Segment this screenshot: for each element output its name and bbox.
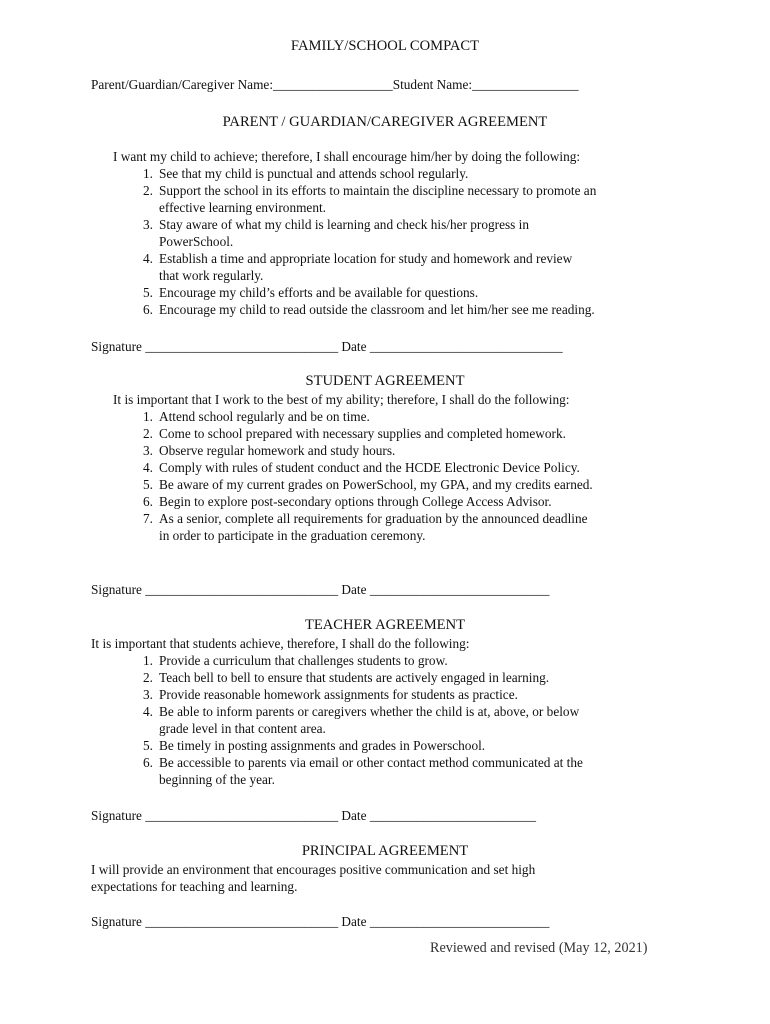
list-item-text: Provide reasonable homework assignments for students as practice. [159,687,518,702]
list-item-number: 4. [143,704,153,719]
list-item-continuation [135,233,596,250]
list-item-number: 5. [143,738,153,753]
list-item-text: Provide a curriculum that challenges students to grow. [159,653,448,668]
parent-agreement-heading: PARENT / GUARDIAN/CAREGIVER AGREEMENT [222,114,548,130]
list-item-text: Teach bell to bell to ensure that students are actively engaged in learning. [159,670,550,685]
list-item-number: 3. [143,687,153,702]
principal-intro-line-1: I will provide an environment that encourages positive communication and set high [91,862,536,877]
parent-intro: I want my child to achieve; therefore, I shall encourage him/her by doing the following: [113,149,581,164]
list-item [135,459,593,476]
list-item-text: Be able to inform parents or caregivers whether the child is at, above, or below [159,704,580,719]
list-item-text: in order to participate in the graduation ceremony. [159,528,426,543]
list-item-number: 5. [143,477,153,492]
list-item-text: Encourage my child’s efforts and be available for questions. [159,285,479,300]
principal-intro-line-2: expectations for teaching and learning. [91,879,298,894]
list-item-number: 1. [143,166,153,181]
list-item-text: beginning of the year. [159,772,275,787]
list-item-text: Encourage my child to read outside the classroom and let him/her see me reading. [159,302,595,317]
list-item-number: 4. [143,251,153,266]
list-item [135,425,593,442]
list-item [135,442,593,459]
list-item-text: Be accessible to parents via email or other contact method communicated at the [159,755,583,770]
parent-signature-line: Signature _____________________________ Date _____________________________ [91,339,563,354]
parent-list [135,165,596,318]
student-intro: It is important that I work to the best of my ability; therefore, I shall do the following: [113,392,570,407]
list-item [135,250,596,267]
list-item-number: 5. [143,285,153,300]
list-item-number: 6. [143,755,153,770]
student-list [135,408,593,544]
list-item-number: 4. [143,460,153,475]
list-item-text: Be aware of my current grades on PowerSchool, my GPA, and my credits earned. [159,477,593,492]
list-item-text: See that my child is punctual and attends school regularly. [159,166,469,181]
list-item-number: 3. [143,217,153,232]
list-item-text: Establish a time and appropriate location for study and homework and review [159,251,573,266]
list-item-continuation [135,267,596,284]
list-item [135,216,596,233]
list-item [135,408,593,425]
list-item [135,165,596,182]
list-item-number: 6. [143,494,153,509]
list-item-continuation [135,771,583,788]
list-item-continuation [135,720,583,737]
list-item-number: 6. [143,302,153,317]
list-item [135,737,583,754]
list-item [135,686,583,703]
list-item-number: 1. [143,653,153,668]
list-item-text: Observe regular homework and study hours. [159,443,396,458]
list-item [135,493,593,510]
list-item-text: PowerSchool. [159,234,234,249]
principal-agreement-heading: PRINCIPAL AGREEMENT [301,843,469,859]
list-item-number: 7. [143,511,153,526]
list-item-text: As a senior, complete all requirements for graduation by the announced deadline [159,511,588,526]
list-item [135,476,593,493]
list-item-number: 1. [143,409,153,424]
list-item-text: Be timely in posting assignments and grades in Powerschool. [159,738,486,753]
list-item [135,669,583,686]
list-item-text: Come to school prepared with necessary supplies and completed homework. [159,426,566,441]
list-item-text: that work regularly. [159,268,264,283]
principal-signature-line: Signature _____________________________ Date ___________________________ [91,914,550,929]
list-item-continuation [135,527,593,544]
document-title: FAMILY/SCHOOL COMPACT [290,38,480,54]
list-item [135,182,596,199]
list-item [135,703,583,720]
list-item [135,510,593,527]
list-item-number: 3. [143,443,153,458]
list-item-continuation [135,199,596,216]
list-item-text: Begin to explore post-secondary options through College Access Advisor. [159,494,552,509]
list-item-text: Attend school regularly and be on time. [159,409,370,424]
teacher-intro: It is important that students achieve, therefore, I shall do the following: [91,636,470,651]
teacher-signature-line: Signature _____________________________ Date _________________________ [91,808,537,823]
list-item [135,284,596,301]
list-item-text: Comply with rules of student conduct and the HCDE Electronic Device Policy. [159,460,580,475]
list-item-number: 2. [143,426,153,441]
list-item-number: 2. [143,183,153,198]
list-item [135,301,596,318]
list-item-text: effective learning environment. [159,200,327,215]
list-item [135,754,583,771]
list-item-number: 2. [143,670,153,685]
revision-note: Reviewed and revised (May 12, 2021) [430,940,648,956]
teacher-list [135,652,583,788]
list-item-text: Support the school in its efforts to maintain the discipline necessary to promote an [159,183,597,198]
list-item [135,652,583,669]
teacher-agreement-heading: TEACHER AGREEMENT [304,617,466,633]
student-signature-line: Signature _____________________________ Date ___________________________ [91,582,550,597]
names-line: Parent/Guardian/Caregiver Name:__________________Student Name:________________ [91,77,579,92]
student-agreement-heading: STUDENT AGREEMENT [305,373,465,389]
list-item-text: Stay aware of what my child is learning and check his/her progress in [159,217,529,232]
list-item-text: grade level in that content area. [159,721,326,736]
